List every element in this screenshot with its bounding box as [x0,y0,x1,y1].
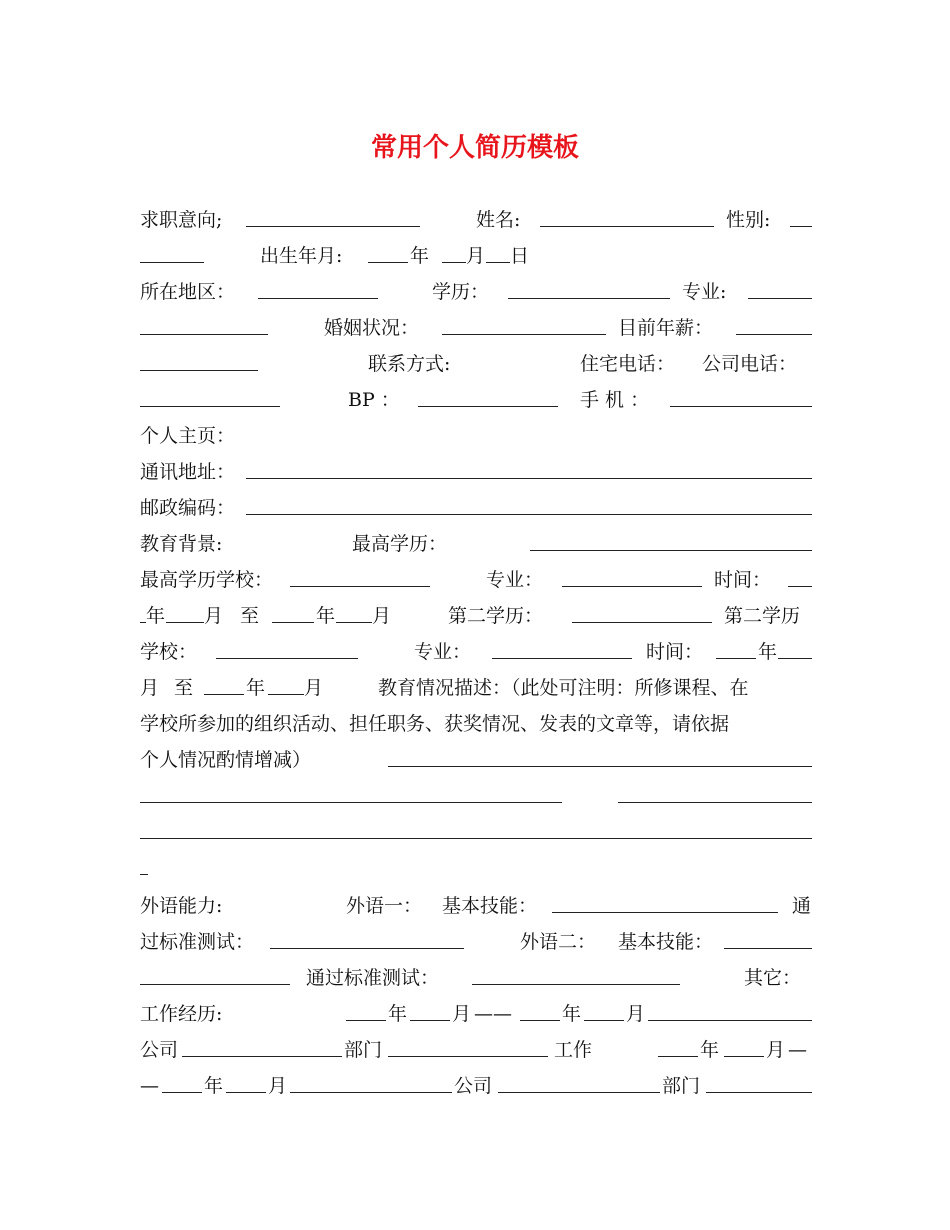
company-phone-label: 公司电话： [702,353,798,375]
marital-label: 婚姻状况： [324,317,420,339]
row-lang-test [140,924,812,960]
work-detail-field-2[interactable] [290,1092,452,1093]
basic-skill-label-1: 基本技能： [442,895,538,917]
time-to-label-1: 至 [240,605,260,627]
contact-label: 联系方式: [368,353,451,375]
work-year-label-2a: 年 [700,1039,720,1061]
region-label: 所在地区： [140,281,236,303]
row-work [140,996,812,1032]
std-test-field-2[interactable] [472,984,680,985]
time-month-label-2a: 月 [140,677,160,699]
basic-skill-label-2: 基本技能： [618,931,714,953]
gender-field[interactable] [790,226,812,227]
name-label: 姓名: [476,209,521,231]
job-intent-label: 求职意向; [140,209,223,231]
basic-skill-field-1[interactable] [552,912,778,913]
row-postcode [140,490,812,526]
birth-day-label: 日 [510,245,530,267]
education-field[interactable] [508,298,670,299]
second-edu-school-label-a: 第二学历 [724,605,801,627]
work-month-label-1a: 月 [452,1003,472,1025]
page-title: 常用个人简历模板 [370,133,579,163]
second-edu-label: 第二学历： [448,605,544,627]
work-dash-2b: — [140,1075,159,1097]
std-test-field-1[interactable] [270,948,464,949]
dept-label-1: 部门 [344,1039,383,1061]
work-year-label-1b: 年 [562,1003,582,1025]
highest-edu-field[interactable] [530,550,812,551]
basic-skill-field-2-cont[interactable] [140,984,290,985]
work-year-label-1a: 年 [388,1003,408,1025]
company-field-1[interactable] [182,1056,342,1057]
work-label: 工作经历: [140,1003,223,1025]
work-year-label-2b: 年 [204,1075,224,1097]
time-month-label-2b: 月 [304,677,324,699]
row-second-school [140,634,812,670]
mobile-field[interactable] [670,406,812,407]
time-start-month-2[interactable] [778,658,812,659]
highest-school-field[interactable] [290,586,430,587]
row-marital [140,310,812,346]
work-month-label-1b: 月 [626,1003,646,1025]
row-work-company-2 [140,1068,812,1104]
major-label-2: 专业： [486,569,544,591]
edu-desc-text-3: 个人情况酌情增减） [140,749,312,771]
basic-skill-field-2[interactable] [724,948,812,949]
std-test-label-2: 通过标准测试： [306,967,440,989]
row-time-1 [140,598,812,634]
time-label-2: 时间： [646,641,704,663]
work-dash-1: —— [474,1003,512,1025]
homepage-label: 个人主页： [140,425,236,447]
work-end-month-2[interactable] [226,1092,266,1093]
row-edu-bg [140,526,812,562]
bp-label: BP ： [348,389,400,411]
major-label-3: 专业： [414,641,472,663]
edu-desc-field-1[interactable] [388,766,812,767]
row-edu-desc-line-full [140,814,812,850]
time-year-label-2b: 年 [246,677,266,699]
postcode-label: 邮政编码： [140,497,236,519]
second-school-field[interactable] [216,658,358,659]
time-year-label-1a: 年 [146,605,166,627]
name-field[interactable] [540,226,714,227]
mobile-label: 手 机 ： [580,389,650,411]
birth-month-field[interactable] [442,262,466,263]
work-start-year-1[interactable] [346,1020,386,1021]
salary-field-cont[interactable] [140,370,258,371]
row-edu-desc [140,706,812,742]
company-label-2: 公司 [454,1075,493,1097]
region-field[interactable] [258,298,378,299]
lang1-label: 外语一： [346,895,423,917]
gender-label: 性别: [726,209,771,231]
highest-school-label: 最高学历学校： [140,569,274,591]
home-phone-label: 住宅电话： [580,353,676,375]
birth-label: 出生年月: [260,245,343,267]
time-start-month-1[interactable] [166,622,204,623]
major-field-2[interactable] [562,586,702,587]
dept-field-2[interactable] [706,1092,812,1093]
school-label: 学校： [140,641,198,663]
birth-year-field[interactable] [368,262,408,263]
row-edu-desc-lines [140,778,812,814]
education-label: 学历： [432,281,490,303]
marital-field[interactable] [442,334,606,335]
row-lang [140,888,812,924]
work-word-label: 工作 [554,1039,593,1061]
major-field-3[interactable] [492,658,632,659]
address-field[interactable] [246,478,812,479]
row-work-company-1 [140,1032,812,1068]
row-contact [140,346,812,382]
second-edu-field[interactable] [572,622,712,623]
work-end-year-1[interactable] [520,1020,560,1021]
row-homepage [140,418,812,454]
major-field-1-cont[interactable] [140,334,268,335]
row-region [140,274,812,310]
work-detail-field-1[interactable] [648,1020,812,1021]
major-label-1: 专业: [682,281,727,303]
bp-field[interactable] [418,406,558,407]
row-edu-desc-end [140,742,812,778]
row-bp [140,382,812,418]
row-lang2-test [140,960,812,996]
address-label: 通讯地址： [140,461,236,483]
time-start-year-2[interactable] [716,658,756,659]
work-start-year-2[interactable] [658,1056,698,1057]
work-dash-2a: — [788,1039,807,1061]
time-year-label-2a: 年 [758,641,778,663]
time-label-1: 时间： [714,569,772,591]
time-to-label-2: 至 [174,677,194,699]
salary-label: 目前年薪： [618,317,714,339]
company-phone-field[interactable] [140,406,280,407]
edu-desc-field-4[interactable] [140,838,812,839]
work-end-month-1[interactable] [584,1020,624,1021]
company-label-1: 公司 [140,1039,179,1061]
salary-field[interactable] [736,334,812,335]
time-month-label-1a: 月 [204,605,224,627]
std-test-label-1a: 通 [792,895,812,917]
time-end-month-2[interactable] [268,694,304,695]
time-end-year-1[interactable] [272,622,314,623]
time-month-label-1b: 月 [372,605,392,627]
dept-label-2: 部门 [662,1075,701,1097]
birth-year-label: 年 [410,245,430,267]
std-test-label-1b: 过标准测试： [140,931,255,953]
row-highest-school [140,562,812,598]
edu-desc-text-1: 教育情况描述：（此处可注明：所修课程、在 [378,677,749,699]
work-month-label-2b: 月 [268,1075,288,1097]
major-field-1[interactable] [748,298,812,299]
birth-day-field[interactable] [486,262,510,263]
row-address [140,454,812,490]
edu-bg-label: 教育背景: [140,533,223,555]
time-start-year-1[interactable] [788,586,812,587]
work-end-year-2[interactable] [162,1092,202,1093]
job-intent-field[interactable] [246,226,420,227]
work-start-month-2[interactable] [724,1056,764,1057]
edu-desc-field-5[interactable] [140,874,148,875]
company-field-2[interactable] [498,1092,660,1093]
time-end-month-1[interactable] [336,622,372,623]
work-month-label-2a: 月 [766,1039,786,1061]
dept-field-1[interactable] [388,1056,548,1057]
edu-desc-text-2: 学校所参加的组织活动、担任职务、获奖情况、发表的文章等，请依据 [140,713,730,735]
work-start-month-1[interactable] [410,1020,450,1021]
other-label: 其它： [744,967,802,989]
highest-edu-label: 最高学历： [352,533,448,555]
birth-month-label: 月 [466,245,486,267]
row-birth [140,238,812,274]
time-end-year-2[interactable] [204,694,244,695]
time-year-label-1b: 年 [316,605,336,627]
row-time-2 [140,670,812,706]
lang-label: 外语能力: [140,895,223,917]
gender-field-cont[interactable] [140,262,204,263]
row-edu-desc-tail [140,850,812,886]
edu-desc-field-2[interactable] [140,802,562,803]
edu-desc-field-3[interactable] [618,802,812,803]
row-job-intent [140,202,812,238]
lang2-label: 外语二： [520,931,597,953]
postcode-field[interactable] [246,514,812,515]
